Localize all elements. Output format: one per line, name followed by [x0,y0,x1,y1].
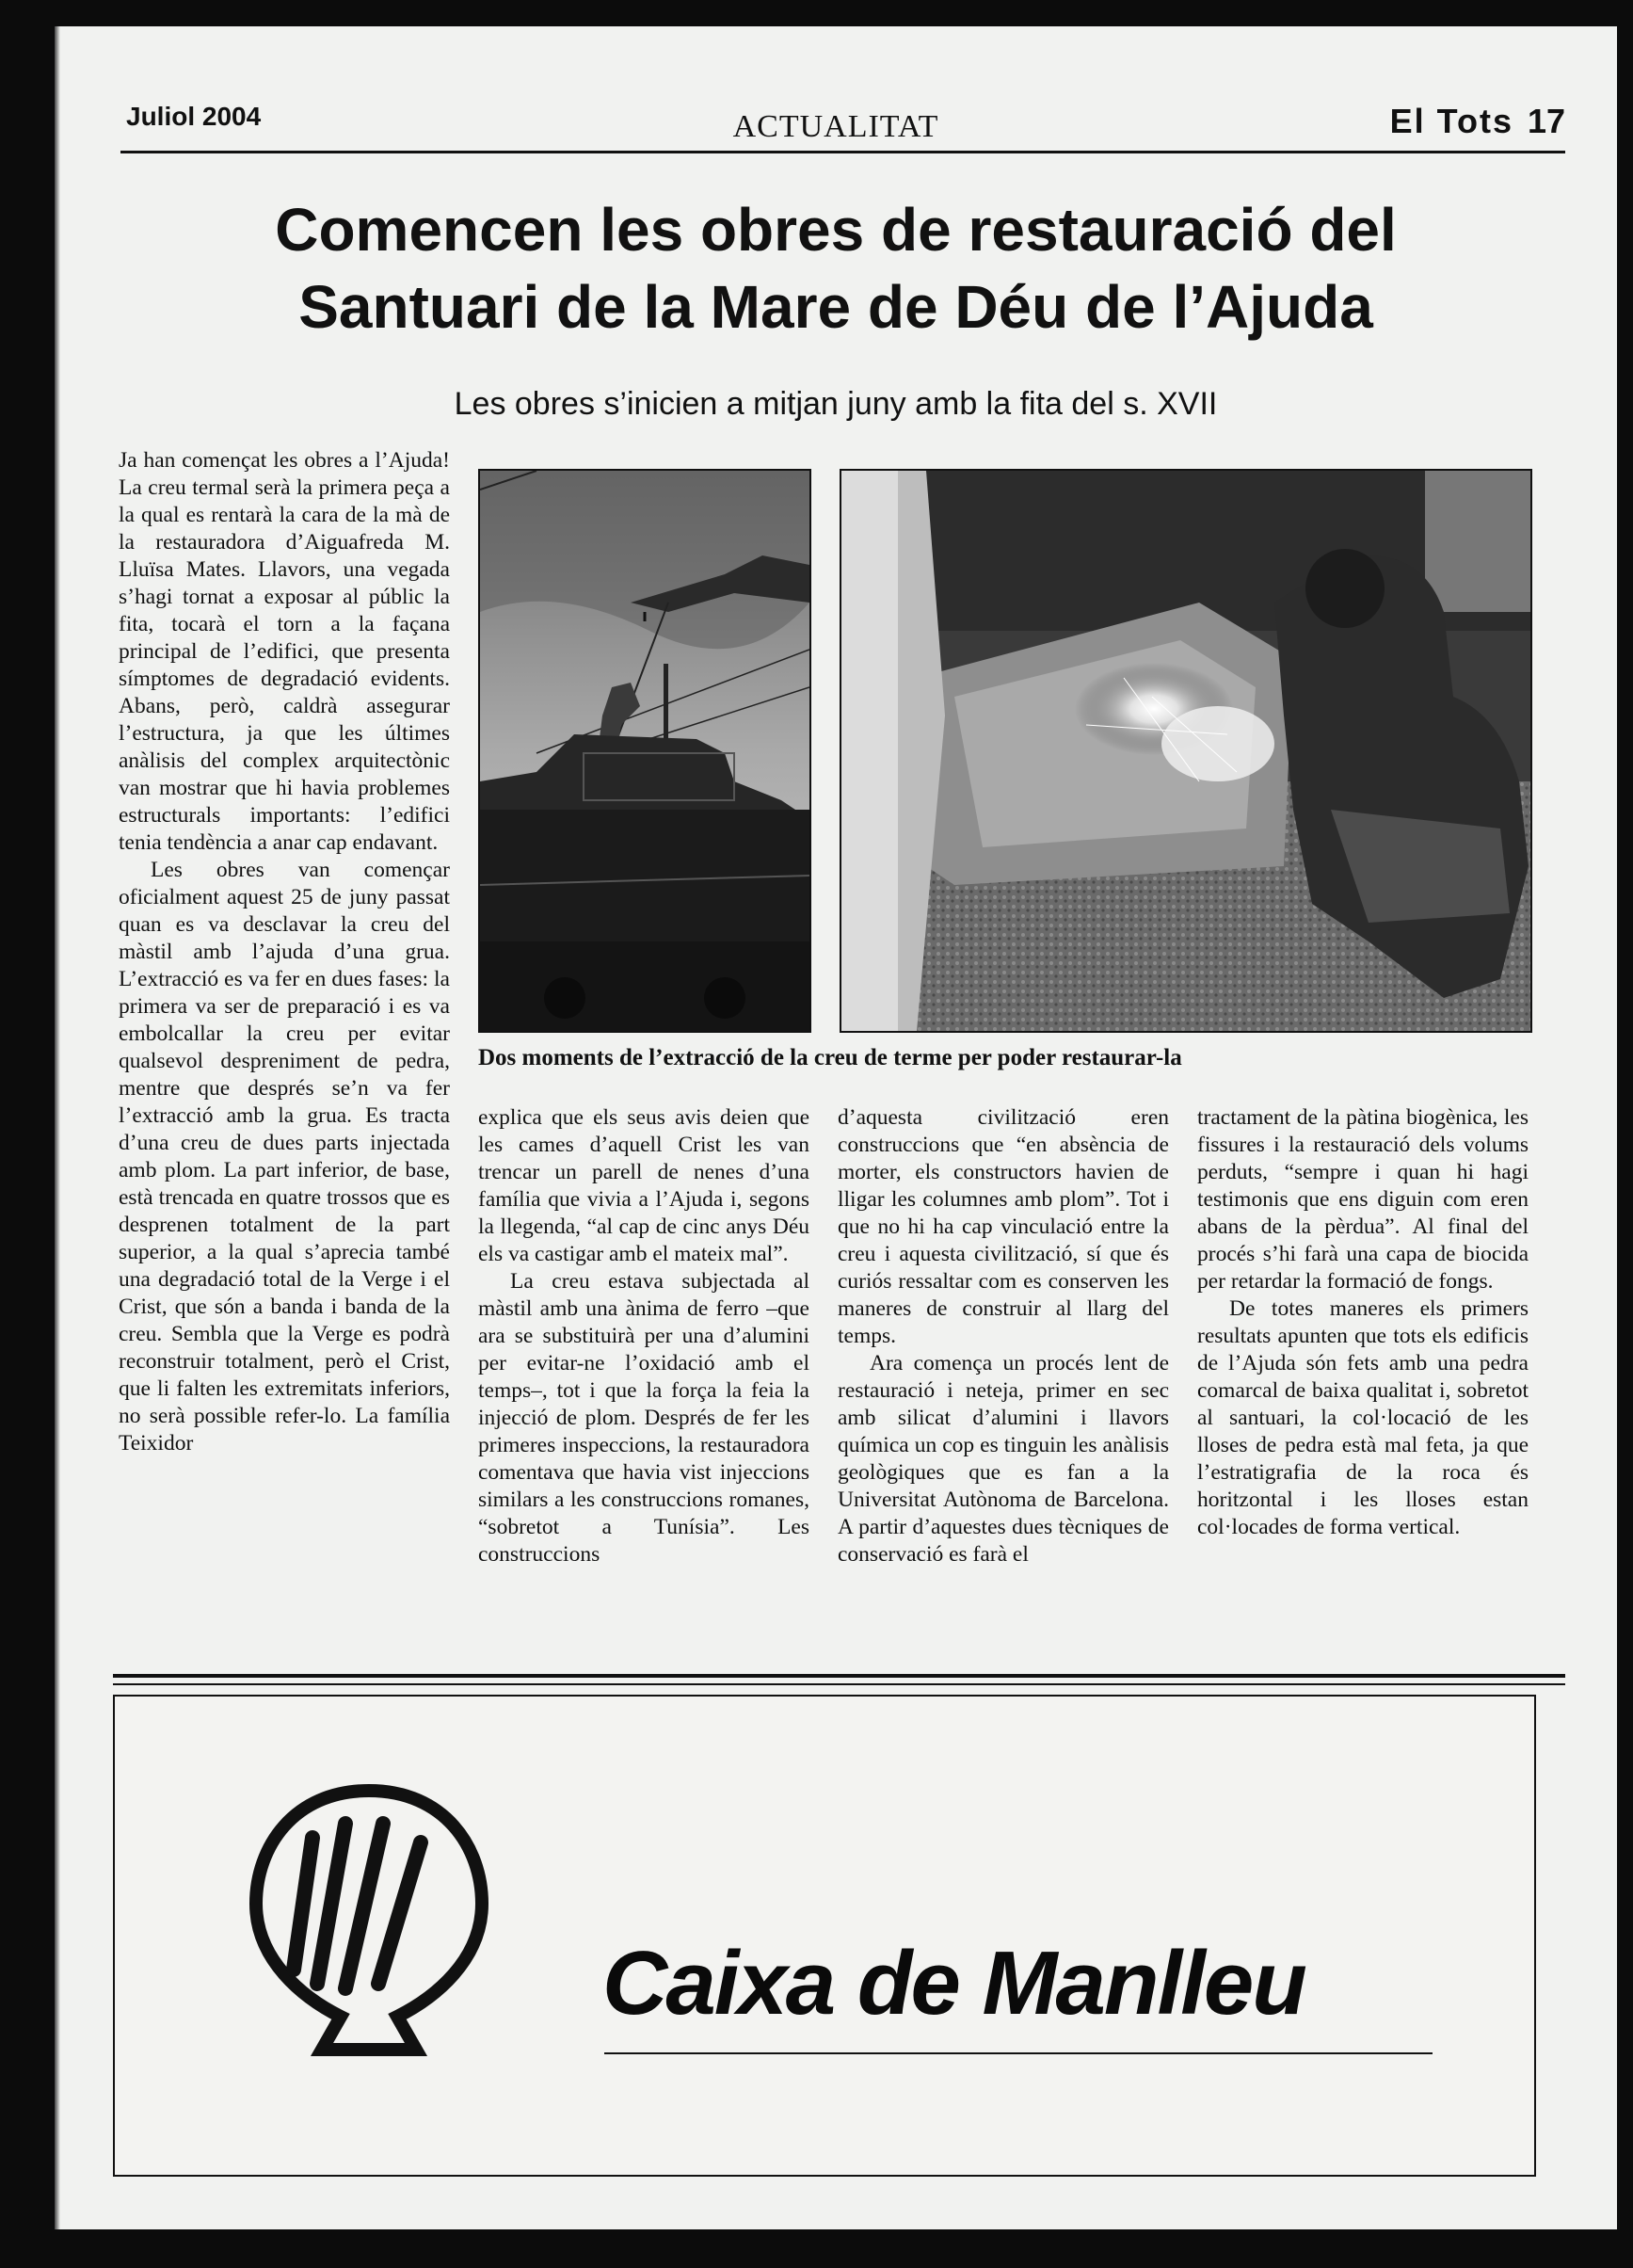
newspaper-page [55,26,1617,2229]
publication-name: El Tots [1389,102,1513,140]
header-rule [120,151,1565,153]
page-number: 17 [1527,102,1565,140]
bank-name: Caixa de Manlleu [602,1933,1305,2034]
article-column-2 [478,1104,809,1568]
article-column-4 [1197,1104,1529,1541]
paragraph: tractament de la pàtina biogènica, les fissures i la restauració dels volums perduts, “sempre i quan hi hagi testimonis que ens diguin com eren abans de la pèrdua”. Al final del procés s’hi farà una capa de biocida per retardar la formació de fongs. [1197,1105,1529,1294]
article-subtitle: Les obres s’inicien a mitjan juny amb la fita del s. XVII [454,386,1218,422]
article-headline [111,191,1561,346]
bank-logo-icon [247,1781,491,2064]
paragraph: d’aquesta civilització eren construccions que “en absència de morter, els constructors havien de lligar les columnes amb plom”. Tot i que no hi ha cap vinculació entre la creu i aquesta civilització, sí que és curiós ressaltar com es conserven les maneres de construir al llarg del temps. [838,1105,1169,1348]
ad-rule-top [113,1674,1565,1678]
paragraph: explica que els seus avis deien que les cames d’aquell Crist les van trencar un parell de nenes d’una família que vivia a l’Ajuda i, segons la llegenda, “al cap de cinc anys Déu els va castigar amb el mateix mal”. [478,1105,809,1266]
headline-line-1: Comencen les obres de restauració del [275,196,1397,264]
headline-line-2: Santuari de la Mare de Déu de l’Ajuda [298,273,1373,341]
paragraph: Ja han començat les obres a l’Ajuda! La creu termal serà la primera peça a la qual es rentarà la cara de la mà de la restauradora d’Aiguafreda M. Lluïsa Mates. Llavors, una vegada s’hagi tornat a exposar al públic la fita, tocarà el torn a la façana principal de l’edifici, que presenta símptomes de degradació evidents. Abans, però, caldrà assegurar l’estructura, ja que les últimes anàlisis del complex arquitectònic van mostrar que hi havia problemes estructurals importants: l’edifici tenia tendència a anar cap endavant. [119,448,450,855]
paragraph: De totes maneres els primers resultats apunten que tots els edificis de l’Ajuda són fets amb una pedra comarcal de baixa qualitat i, sobretot al santuari, la col·locació de les lloses de pedra està mal feta, ja que l’estratigrafia de la roca és horitzontal i les lloses estan col·locades de forma vertical. [1197,1296,1529,1539]
article-column-1 [119,447,450,1457]
issue-date: Juliol 2004 [126,102,262,131]
section-title: ACTUALITAT [732,109,939,144]
article-column-3 [838,1104,1169,1568]
paragraph: La creu estava subjectada al màstil amb una ànima de ferro –que ara se substituirà per una d’alumini per evitar-ne l’oxidació amb el temps–, tot i que la força la feia la injecció de plom. Després de fer les primeres inspeccions, la restauradora comentava que havia vist injeccions similars a les construccions romanes, “sobretot a Tunísia”. Les construccions [478,1269,809,1567]
photo-crane-lifting-cross [478,469,811,1033]
photo-worker-grinding-cross [840,469,1532,1033]
photo-caption: Dos moments de l’extracció de la creu de terme per poder restaurar-la [478,1045,1182,1070]
paragraph: Ara comença un procés lent de restauració i neteja, primer en sec amb silicat d’alumini i llavors química un cop es tinguin les anàlisis geològiques que es fan a la Universitat Autònoma de Barcelona. A partir d’aquestes dues tècniques de conservació es farà el [838,1351,1169,1567]
ad-rule-bottom [113,1683,1565,1685]
advertisement-box [113,1695,1536,2177]
paragraph: Les obres van començar oficialment aquest 25 de juny passat quan es va desclavar la creu del màstil amb l’ajuda d’una grua. L’extracció es va fer en dues fases: la primera va ser de preparació i es va embolcallar la creu per evitar qualsevol despreniment de pedra, mentre que després se’n va fer l’extracció amb la grua. Es tracta d’una creu de dues parts injectada amb plom. La part inferior, de base, està trencada en quatre trossos que es desprenen totalment de la part superior, a la qual s’aprecia també una degradació total de la Verge i el Crist, que són a banda i banda de la creu. Sembla que la Verge es podrà reconstruir totalment, però el Crist, que li falten les extremitats inferiors, no serà possible refer-lo. La família Teixidor [119,858,450,1456]
bank-name-underline [604,2052,1433,2054]
